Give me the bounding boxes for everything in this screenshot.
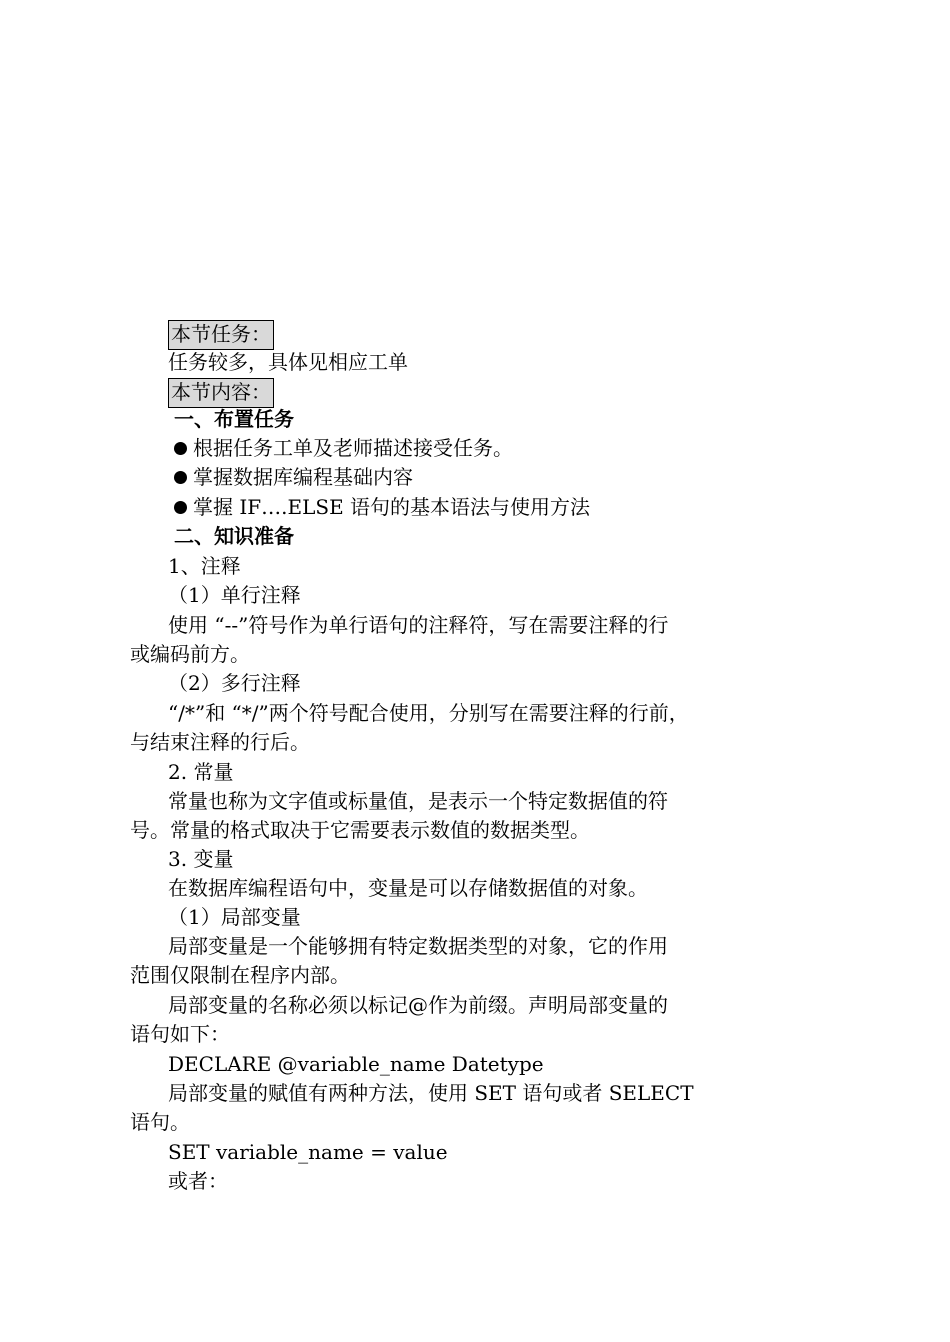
single-comment-title: （1）单行注释: [168, 583, 301, 607]
assign-line2: 语句。: [130, 1110, 190, 1134]
local-variable-line1: 局部变量是一个能够拥有特定数据类型的对象，它的作用: [168, 934, 668, 958]
single-comment-line1: 使用 “--”符号作为单行语句的注释符，写在需要注释的行: [168, 613, 669, 637]
constants-line2: 号。常量的格式取决于它需要表示数值的数据类型。: [130, 818, 590, 842]
bullet-icon: [174, 471, 187, 484]
bullet-text: 掌握 IF….ELSE 语句的基本语法与使用方法: [193, 495, 591, 519]
bullet-text: 掌握数据库编程基础内容: [193, 465, 413, 489]
bullet-icon: [174, 442, 187, 455]
bullet-item: [174, 494, 590, 522]
local-variable-line2: 范围仅限制在程序内部。: [130, 963, 350, 987]
comments-title: 1、注释: [168, 554, 241, 578]
set-code: SET variable_name = value: [168, 1140, 448, 1164]
multi-comment-title: （2）多行注释: [168, 671, 301, 695]
multi-comment-line1: “/*”和 “*/”两个符号配合使用，分别写在需要注释的行前，: [168, 701, 689, 725]
bullet-text: 根据任务工单及老师描述接受任务。: [193, 436, 513, 460]
constants-title: 2. 常量: [168, 760, 234, 784]
variable-name-line2: 语句如下：: [130, 1022, 230, 1046]
multi-comment-line2: 与结束注释的行后。: [130, 730, 310, 754]
section-content-label: 本节内容：: [168, 378, 274, 408]
or-text: 或者：: [168, 1169, 228, 1193]
single-comment-line2: 或编码前方。: [130, 642, 250, 666]
bullet-icon: [174, 501, 187, 514]
bullet-item: [174, 435, 513, 463]
variables-intro: 在数据库编程语句中，变量是可以存储数据值的对象。: [168, 876, 648, 900]
assign-line1: 局部变量的赋值有两种方法，使用 SET 语句或者 SELECT: [168, 1081, 694, 1105]
constants-line1: 常量也称为文字值或标量值，是表示一个特定数据值的符: [168, 789, 668, 813]
local-variable-title: （1）局部变量: [168, 905, 301, 929]
section-task-label: 本节任务：: [168, 320, 274, 350]
declare-code: DECLARE @variable_name Datetype: [168, 1052, 544, 1076]
part1-heading: 一、布置任务: [174, 407, 294, 431]
part2-heading: 二、知识准备: [174, 524, 294, 548]
variable-name-line1: 局部变量的名称必须以标记@作为前缀。声明局部变量的: [168, 993, 668, 1017]
variables-title: 3. 变量: [168, 847, 234, 871]
bullet-item: [174, 464, 413, 492]
section-task-text: 任务较多，具体见相应工单: [168, 350, 408, 374]
